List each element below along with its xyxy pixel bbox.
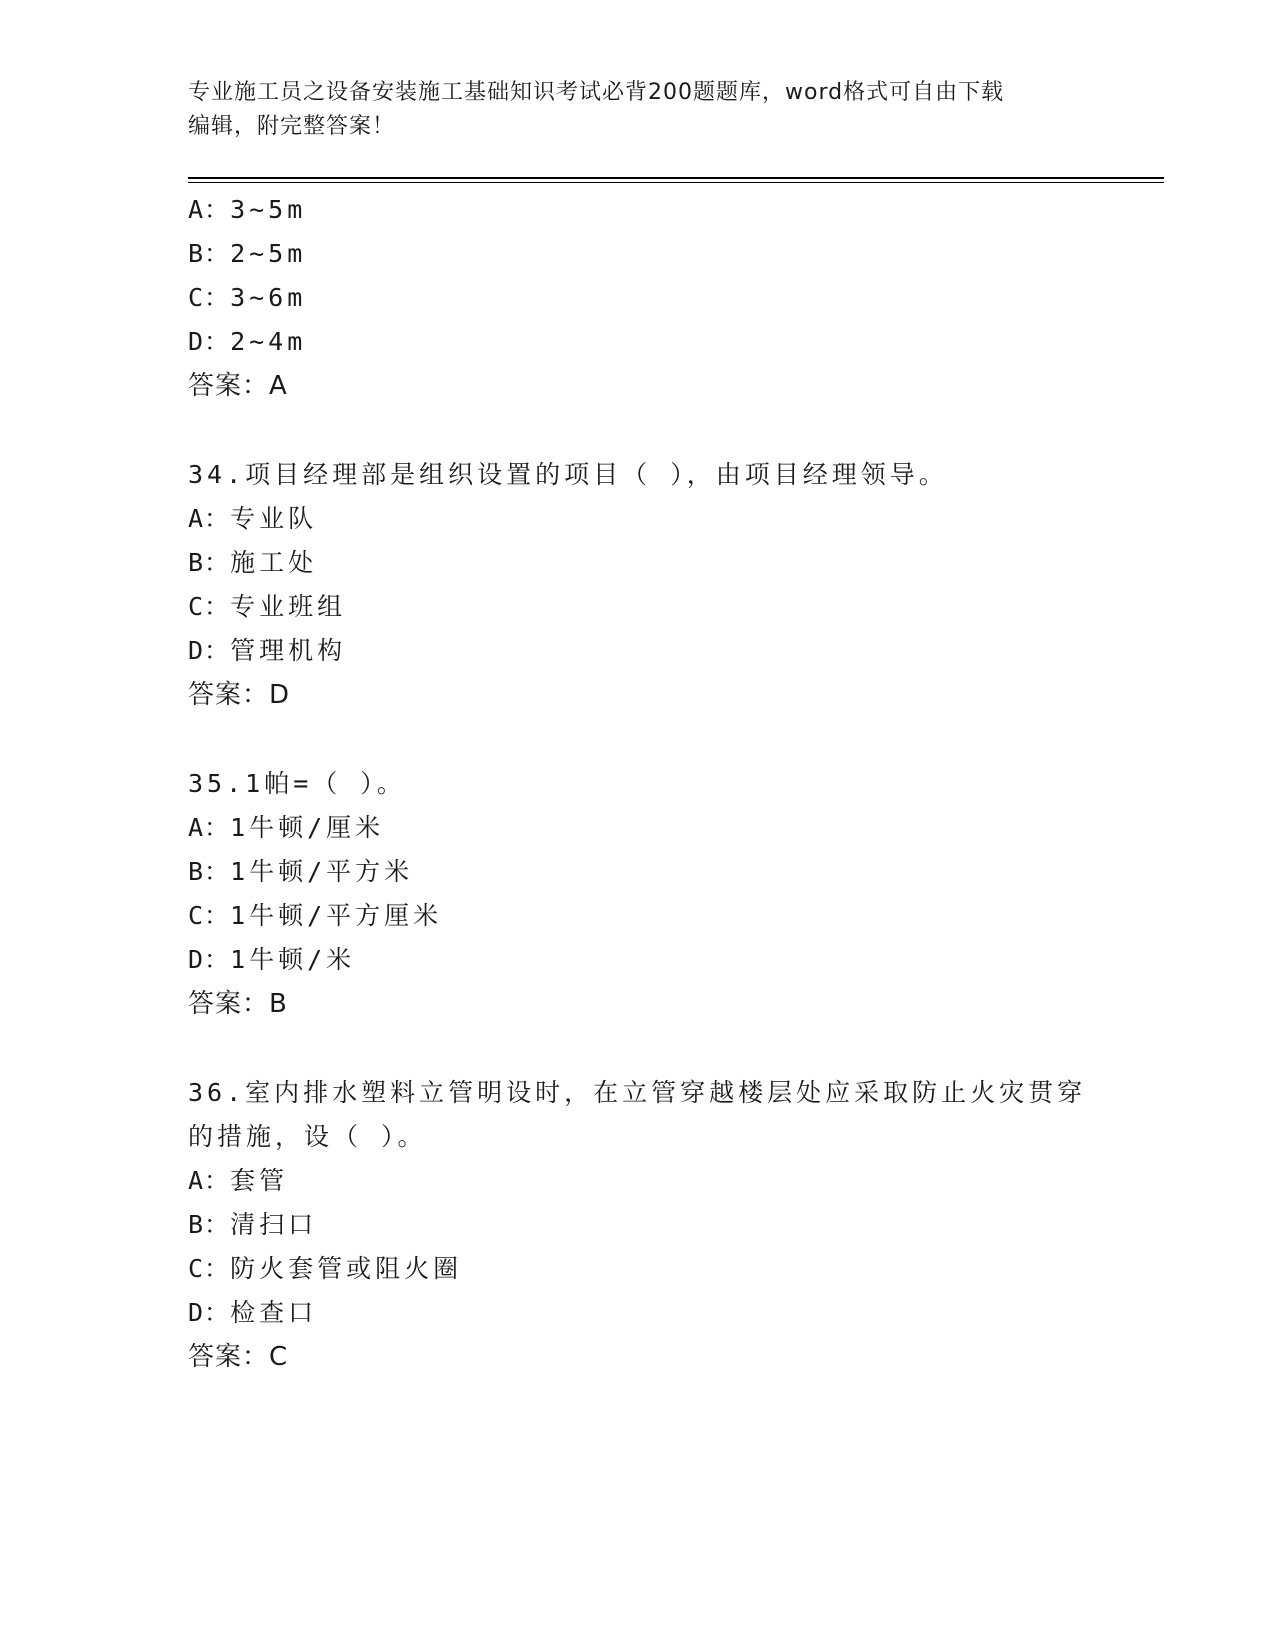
option-letter: A：	[188, 813, 231, 842]
header-title-line-2: 编辑，附完整答案！	[188, 114, 396, 139]
q36-option-c	[188, 1252, 462, 1286]
q33-option-d	[188, 325, 306, 359]
q34-option-d	[188, 634, 346, 668]
q33-option-b	[188, 237, 306, 271]
option-text: 3~5m	[230, 195, 307, 224]
option-letter: A：	[188, 504, 231, 533]
option-letter: D：	[188, 327, 231, 356]
option-text: 专业队	[230, 504, 318, 533]
option-text: 1牛顿/平方米	[230, 857, 414, 886]
q35-answer: 答案：B	[188, 989, 288, 1019]
option-letter: C：	[188, 901, 231, 930]
option-letter: C：	[188, 283, 231, 312]
q36-option-d	[188, 1296, 317, 1330]
q36-stem-line-1: 36.室内排水塑料立管明设时，在立管穿越楼层处应采取防止火灾贯穿	[188, 1078, 1087, 1107]
q36-option-a	[188, 1164, 288, 1198]
option-text: 清扫口	[230, 1210, 318, 1239]
option-text: 1牛顿/米	[230, 945, 356, 974]
option-letter: D：	[188, 1298, 231, 1327]
q36-answer: 答案：C	[188, 1342, 289, 1372]
option-text: 检查口	[230, 1298, 318, 1327]
option-letter: D：	[188, 636, 231, 665]
option-text: 2~4m	[230, 327, 307, 356]
document-header	[188, 76, 1088, 144]
option-letter: D：	[188, 945, 231, 974]
option-text: 防火套管或阻火圈	[230, 1254, 463, 1283]
option-letter: C：	[188, 592, 231, 621]
q34-answer: 答案：D	[188, 680, 291, 710]
option-text: 2~5m	[230, 239, 307, 268]
option-text: 3~6m	[230, 283, 307, 312]
option-letter: B：	[188, 1210, 231, 1239]
option-letter: A：	[188, 195, 231, 224]
q33-option-a	[188, 193, 306, 227]
q35-option-b	[188, 855, 413, 889]
header-title-line-1: 专业施工员之设备安装施工基础知识考试必背200题题库，word格式可自由下载	[188, 80, 1005, 105]
option-text: 专业班组	[230, 592, 347, 621]
option-letter: B：	[188, 239, 231, 268]
option-text: 管理机构	[230, 636, 347, 665]
q34-stem: 34.项目经理部是组织设置的项目（ ），由项目经理领导。	[188, 460, 948, 489]
q34-option-b	[188, 546, 317, 580]
option-text: 施工处	[230, 548, 318, 577]
option-text: 套管	[230, 1166, 289, 1195]
q36-stem-line-2: 的措施，设（ ）。	[188, 1122, 427, 1151]
q35-stem: 35.1帕=（ ）。	[188, 769, 406, 798]
q35-option-d	[188, 943, 355, 977]
q36-option-b	[188, 1208, 317, 1242]
q33-option-c	[188, 281, 306, 315]
option-text: 1牛顿/厘米	[230, 813, 385, 842]
q34-option-c	[188, 590, 346, 624]
option-letter: C：	[188, 1254, 231, 1283]
q35-option-a	[188, 811, 384, 845]
option-letter: B：	[188, 548, 231, 577]
q33-answer: 答案：A	[188, 371, 288, 401]
header-rule-thin	[188, 182, 1164, 183]
q34-option-a	[188, 502, 317, 536]
option-letter: A：	[188, 1166, 231, 1195]
option-text: 1牛顿/平方厘米	[230, 901, 443, 930]
option-letter: B：	[188, 857, 231, 886]
header-rule-thick	[188, 177, 1164, 179]
q35-option-c	[188, 899, 442, 933]
